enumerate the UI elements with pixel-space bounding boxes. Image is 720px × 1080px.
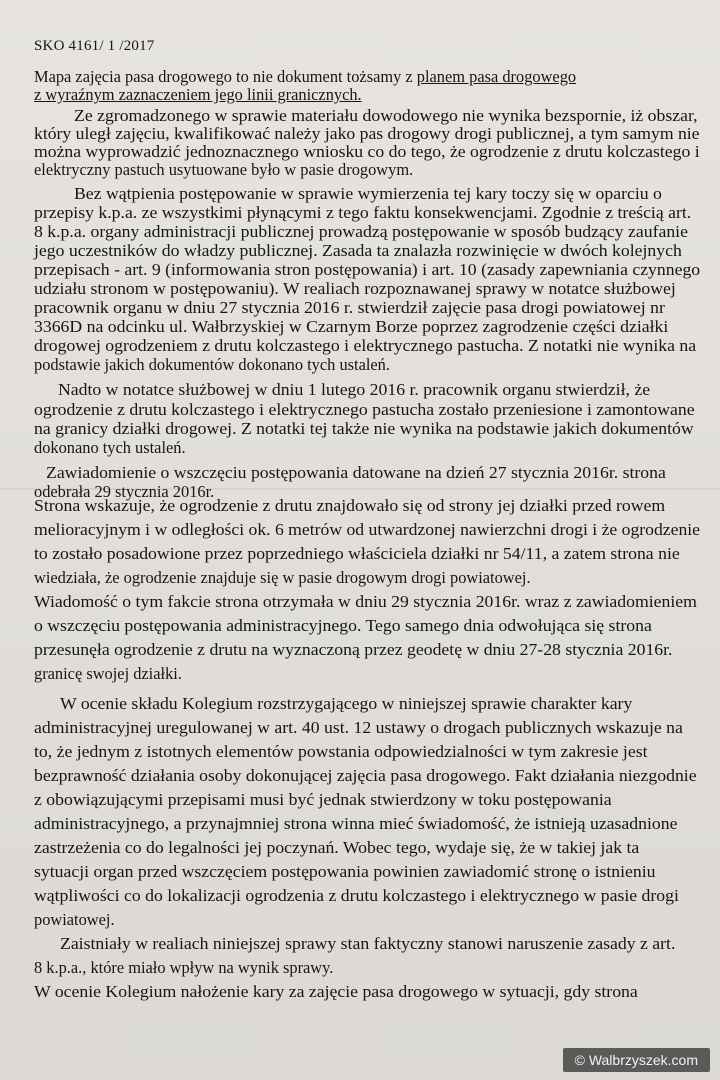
body-line-15: Nadto w notatce służbowej w dniu 1 lutego 2016 r. pracownik organu stwierdził, że <box>58 380 651 399</box>
case-number: SKO 4161/ 1 /2017 <box>34 38 155 54</box>
body-line-10: udziału stronom w postępowaniu). W realiach rozpoznawanej sprawy w notatce służbowej <box>34 279 676 298</box>
body-line-35: zastrzeżenia co do legalności jej poczynań. Wobec tego, wydaje się, że w takiej jak ta <box>34 838 640 857</box>
body-line-7: 8 k.p.a. organy administracji publicznej prowadzą postępowanie w sposób budzący zaufanie <box>34 222 688 241</box>
body-line-21: Strona wskazuje, że ogrodzenie z drutu znajdowało się od strony jej działki przed rowem <box>34 496 666 515</box>
body-line-14: podstawie jakich dokumentów dokonano tych ustaleń. <box>34 355 390 374</box>
body-line-19: Zawiadomienie o wszczęciu postępowania datowane na dzień 27 stycznia 2016r. strona <box>46 463 666 482</box>
body-line-38: powiatowej. <box>34 910 115 929</box>
body-line-3: można wyprowadzić jednoznacznego wniosku co do tego, że ogrodzenie z drutu kolczastego i <box>34 142 700 161</box>
body-line-40: 8 k.p.a., które miało wpływ na wynik sprawy. <box>34 958 334 977</box>
body-line-41: W ocenie Kolegium nałożenie kary za zajęcie pasa drogowego w sytuacji, gdy strona <box>34 982 638 1001</box>
body-line-30: administracyjnej uregulowanej w art. 40 ust. 12 ustawy o drogach publicznych wskazuje na <box>34 718 683 737</box>
paragraph-1-line-1: Mapa zajęcia pasa drogowego to nie dokument tożsamy z planem pasa drogowego <box>34 67 577 86</box>
body-line-24: wiedziała, że ogrodzenie znajduje się w pasie drogowym drogi powiatowej. <box>34 568 531 587</box>
body-line-18: dokonano tych ustaleń. <box>34 438 186 457</box>
body-line-39: Zaistniały w realiach niniejszej sprawy stan faktyczny stanowi naruszenie zasady z art. <box>60 934 676 953</box>
paragraph-1-line-2: z wyraźnym zaznaczeniem jego linii granicznych. <box>34 85 362 104</box>
body-line-28: granicę swojej działki. <box>34 664 182 683</box>
body-line-17: na granicy działki drogowej. Z notatki tej także nie wynika na podstawie jakich dokumentów <box>34 419 694 438</box>
body-line-11: pracownik organu w dniu 27 stycznia 2016 r. stwierdził zajęcie pasa drogi powiatowej nr <box>34 298 665 317</box>
body-line-32: bezprawność działania osoby dokonującej zajęcia pasa drogowego. Fakt działania niezgodnie <box>34 766 697 785</box>
watermark: © Walbrzyszek.com <box>563 1048 710 1072</box>
body-line-34: administracyjnego, a przynajmniej strona winna mieć świadomość, że istnieją uzasadnione <box>34 814 678 833</box>
body-line-22: melioracyjnym i w odległości ok. 6 metrów od utwardzonej nawierzchni drogi i że ogrodzenie <box>34 520 700 539</box>
body-line-8: jego uczestników do władzy publicznej. Zasada ta znalazła rozwinięcie w dwóch kolejnych <box>34 241 682 260</box>
body-line-37: wątpliwości co do lokalizacji ogrodzenia z drutu kolczastego i elektrycznego w pasie drogi <box>34 886 679 905</box>
body-line-20: odebrała 29 stycznia 2016r. <box>34 482 215 501</box>
body-line-23: to zostało posadowione przez poprzedniego właściciela działki nr 54/11, a zatem strona nie <box>34 544 680 563</box>
body-line-4: elektryczny pastuch usytuowane było w pasie drogowym. <box>34 160 414 179</box>
body-line-33: z obowiązującymi przepisami musi być jednak stwierdzony w toku postępowania <box>34 790 612 809</box>
body-line-31: to, że jednym z istotnych elementów powstania odpowiedzialności w tym zakresie jest <box>34 742 648 761</box>
body-line-16: ogrodzenie z drutu kolczastego i elektrycznego pastucha zostało przeniesione i zamontowane <box>34 400 695 419</box>
body-line-29: W ocenie składu Kolegium rozstrzygającego w niniejszej sprawie charakter kary <box>60 694 633 713</box>
body-line-25: Wiadomość o tym fakcie strona otrzymała w dniu 29 stycznia 2016r. wraz z zawiadomieniem <box>34 592 697 611</box>
body-line-36: sytuacji organ przed wszczęciem postępowania powinien zawiadomić stronę o istnieniu <box>34 862 656 881</box>
body-line-9: przepisach - art. 9 (informowania stron postępowania) i art. 10 (zasady zapewniania czynnego <box>34 260 701 279</box>
body-line-26: o wszczęciu postępowania administracyjnego. Tego samego dnia odwołująca się strona <box>34 616 652 635</box>
body-line-13: drogowej ogrodzeniem z drutu kolczastego i elektrycznego pastucha. Z notatki nie wynika na <box>34 336 697 355</box>
body-line-1: Ze zgromadzonego w sprawie materiału dowodowego nie wynika bezspornie, iż obszar, <box>74 106 698 125</box>
body-line-2: który uległ zajęciu, kwalifikować należy jako pas drogowy drogi publicznej, a tym samym nie <box>34 124 700 143</box>
body-line-27: przesunęła ogrodzenie z drutu na wyznaczoną przez geodetę w dniu 27-28 stycznia 2016r. <box>34 640 673 659</box>
body-line-12: 3366D na odcinku ul. Wałbrzyskiej w Czarnym Borze poprzez zagrodzenie części działki <box>34 317 669 336</box>
body-line-5: Bez wątpienia postępowanie w sprawie wymierzenia tej kary toczy się w oparciu o <box>74 184 662 203</box>
body-line-6: przepisy k.p.a. ze wszystkimi płynącymi z tego faktu konsekwencjami. Zgodnie z treścią art. <box>34 203 692 222</box>
